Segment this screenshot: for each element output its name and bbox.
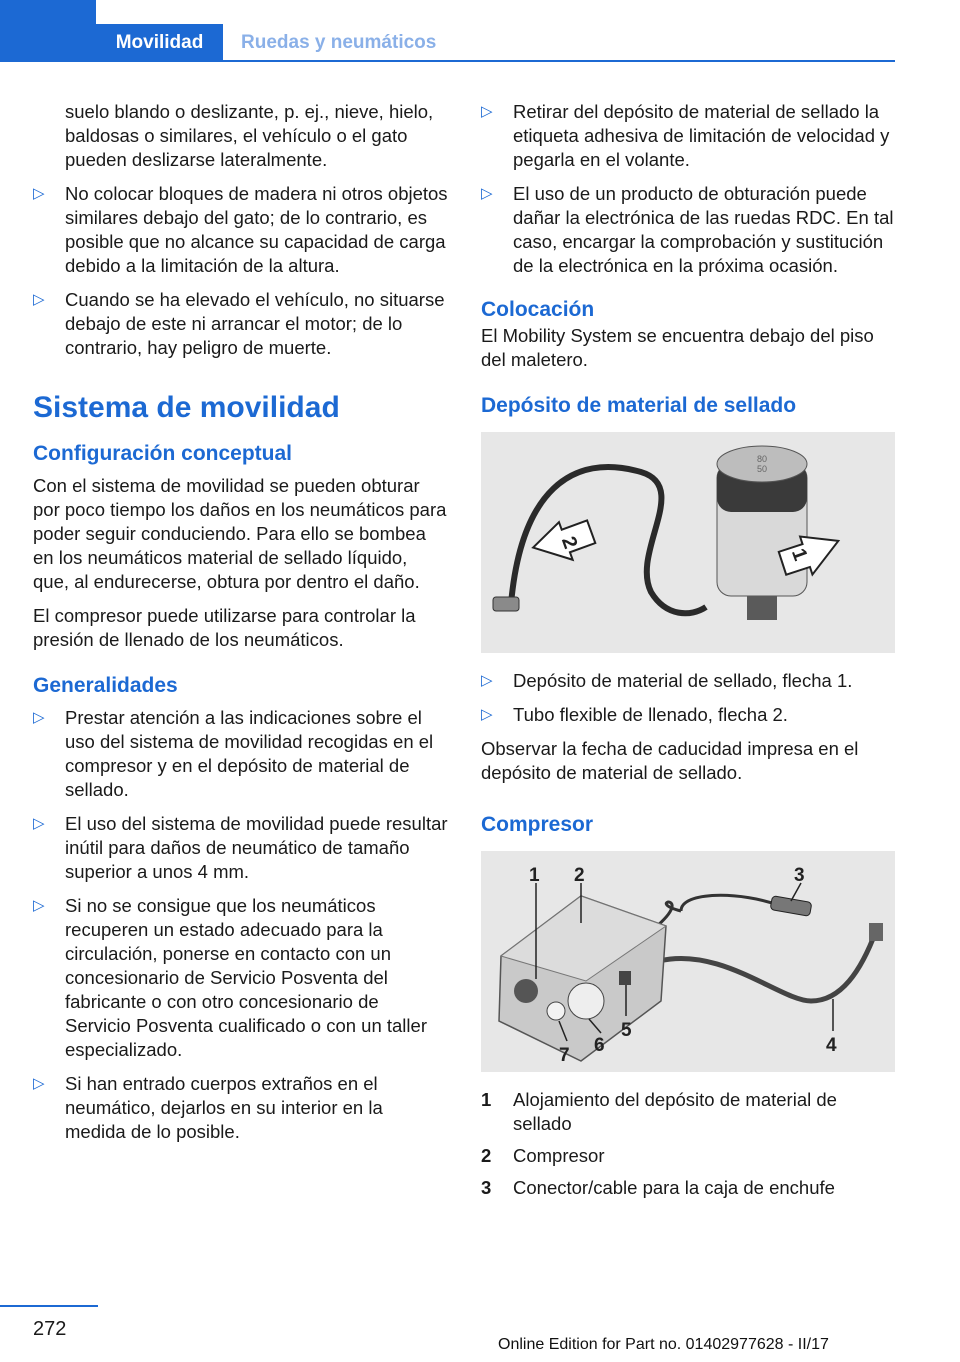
legend-text: Conector/cable para la caja de enchufe bbox=[513, 1177, 835, 1198]
list-item: ▷ No colocar bloques de madera ni otros objetos similares debajo del gato; de lo contrario, es posible que no alcance su capacidad de carga debido a la limitación de la altura. bbox=[33, 183, 448, 276]
tab-movilidad[interactable]: Movilidad bbox=[96, 24, 223, 62]
triangle-bullet-icon: ▷ bbox=[481, 706, 493, 723]
list-item: ▷ El uso del sistema de movilidad puede resultar inútil para daños de neumático de tamaño superior a unos 4 mm. bbox=[33, 813, 448, 882]
legend-number: 2 bbox=[481, 1145, 492, 1166]
list-item: ▷ Prestar atención a las indicaciones sobre el uso del sistema de movilidad recogidas en el compresor y en el depósito de material de sellado. bbox=[33, 707, 434, 800]
edition-note: Online Edition for Part no. 01402977628 - II/17 bbox=[498, 1336, 829, 1353]
plug-connector bbox=[770, 896, 812, 917]
legend-row bbox=[481, 1088, 896, 1136]
sealant-illustration bbox=[481, 432, 895, 653]
callout-5: 5 bbox=[621, 1020, 632, 1041]
list-item: ▷ El uso de un producto de obturación puede dañar la electrónica de las ruedas RDC. En tal caso, encargar la comprobación y sustitución de la electrónica en la próxima ocasión. bbox=[481, 183, 894, 276]
triangle-bullet-icon: ▷ bbox=[481, 103, 493, 120]
right-column bbox=[481, 100, 896, 1208]
triangle-bullet-icon: ▷ bbox=[33, 1075, 45, 1092]
sealant-note: Observar la fecha de caducidad impresa en el depósito de material de sellado. bbox=[481, 738, 859, 783]
tab-ruedas-neumaticos[interactable]: Ruedas y neumáticos bbox=[241, 32, 437, 53]
list-item: ▷ Si no se consigue que los neumáticos recuperen un estado adecuado para la circulación, ponerse en contacto con un concesionario de Servicio Posventa del fabricante o con otro concesionario de Servicio Posventa cualificado o con un taller especializado. bbox=[33, 895, 427, 1060]
switch-5 bbox=[619, 971, 631, 985]
placement-paragraph: El Mobility System se encuentra debajo del piso del maletero. bbox=[481, 325, 874, 370]
legend-text: Compresor bbox=[513, 1145, 605, 1166]
legend-number: 3 bbox=[481, 1177, 492, 1198]
header-rule bbox=[0, 60, 895, 62]
triangle-bullet-icon: ▷ bbox=[33, 185, 45, 202]
triangle-bullet-icon: ▷ bbox=[33, 815, 45, 832]
air-hose bbox=[659, 931, 876, 1001]
legend-number: 1 bbox=[481, 1089, 492, 1110]
list-item: ▷ Cuando se ha elevado el vehículo, no situarse debajo de este ni arrancar el motor; de lo contrario, hay peligro de muerte. bbox=[33, 289, 445, 358]
general-heading: Generalidades bbox=[33, 674, 178, 697]
placement-heading: Colocación bbox=[481, 298, 595, 321]
page-header bbox=[0, 0, 960, 62]
footer-rule bbox=[0, 1305, 98, 1307]
list-item: ▷ Retirar del depósito de material de sellado la etiqueta adhesiva de limitación de velocidad y pegarla en el volante. bbox=[481, 101, 890, 170]
callout-1: 1 bbox=[529, 865, 540, 886]
bottle-cap-text-top: 80 bbox=[756, 454, 768, 464]
callout-2: 2 bbox=[574, 865, 585, 886]
compressor-heading: Compresor bbox=[481, 813, 594, 836]
triangle-bullet-icon: ▷ bbox=[481, 185, 493, 202]
general-list bbox=[33, 706, 448, 1144]
warning-list-left bbox=[33, 182, 448, 360]
section-title: Sistema de movilidad bbox=[33, 391, 340, 424]
triangle-bullet-icon: ▷ bbox=[33, 897, 45, 914]
bottle-cap-text-bottom: 50 bbox=[756, 464, 768, 474]
continued-paragraph: suelo blando o deslizante, p. ej., nieve, hielo, baldosas o similares, el vehículo o el gato pueden deslizarse lateralmente. bbox=[65, 101, 434, 170]
callout-6: 6 bbox=[594, 1035, 605, 1056]
concept-paragraph-2: El compresor puede utilizarse para controlar la presión de llenado de los neumáticos. bbox=[33, 605, 416, 650]
concept-paragraph-1: Con el sistema de movilidad se pueden obturar por poco tiempo los daños en los neumáticos para poder seguir conduciendo. Para ello se bombea en los neumáticos material de sellado líquido, que, al endurecerse, obtura por dentro el daño. bbox=[33, 475, 447, 592]
compressor-legend bbox=[481, 1088, 896, 1200]
hose-valve bbox=[869, 923, 883, 941]
list-item: ▷ Si han entrado cuerpos extraños en el neumático, dejarlos en su interior en la medida de lo posible. bbox=[33, 1073, 383, 1142]
left-column bbox=[33, 100, 448, 1154]
compressor-illustration bbox=[481, 851, 895, 1072]
arrow-2-label: 2 bbox=[556, 533, 582, 552]
compressor-figure bbox=[481, 851, 895, 1072]
arrow-1-label: 1 bbox=[786, 545, 812, 564]
list-item: ▷ Tubo flexible de llenado, flecha 2. bbox=[481, 704, 788, 725]
sealant-heading: Depósito de material de sellado bbox=[481, 394, 797, 417]
bottle-neck bbox=[747, 596, 777, 620]
callout-7: 7 bbox=[559, 1045, 570, 1066]
legend-text: Alojamiento del depósito de material de sellado bbox=[513, 1089, 837, 1134]
sealant-list bbox=[481, 669, 896, 727]
hose-connector bbox=[493, 597, 519, 611]
button-7 bbox=[547, 1002, 565, 1020]
pressure-gauge bbox=[568, 983, 604, 1019]
sealant-figure bbox=[481, 432, 895, 653]
list-item: ▷ Depósito de material de sellado, flecha 1. bbox=[481, 670, 853, 691]
triangle-bullet-icon: ▷ bbox=[33, 709, 45, 726]
legend-row bbox=[481, 1144, 896, 1168]
page-number: 272 bbox=[33, 1318, 67, 1340]
concept-heading: Configuración conceptual bbox=[33, 442, 293, 465]
triangle-bullet-icon: ▷ bbox=[481, 672, 493, 689]
legend-row bbox=[481, 1176, 896, 1200]
warning-list-right bbox=[481, 100, 896, 278]
callout-3: 3 bbox=[794, 865, 805, 886]
header-color-block bbox=[0, 0, 96, 62]
callout-4: 4 bbox=[826, 1035, 837, 1056]
bottle-socket bbox=[514, 979, 538, 1003]
triangle-bullet-icon: ▷ bbox=[33, 291, 45, 308]
power-cable bbox=[681, 895, 781, 911]
